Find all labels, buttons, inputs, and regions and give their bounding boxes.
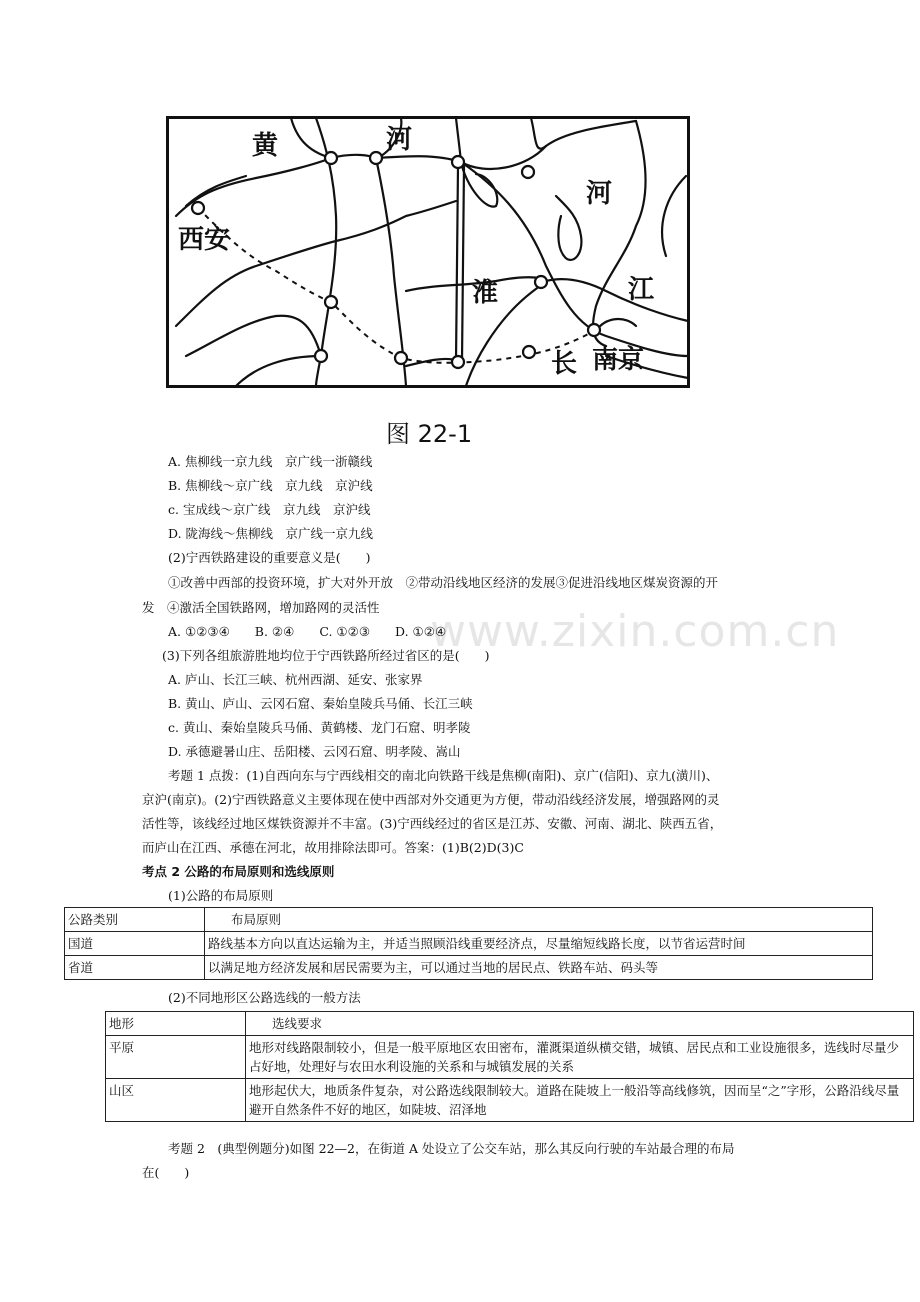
q1-option-b: B. 焦柳线～京广线 京九线 京沪线: [168, 478, 373, 493]
q3-option-a: A. 庐山、长江三峡、杭州西湖、延安、张家界: [168, 672, 423, 687]
table1-header-2: 布局原则: [205, 908, 873, 932]
table1-header-1: 公路类别: [65, 908, 205, 932]
table2-header-1: 地形: [106, 1012, 246, 1036]
analysis-line-4: 而庐山在江西、承德在河北，故用排除法即可。答案：(1)B(2)D(3)C: [142, 840, 524, 855]
sub-heading-1: (1)公路的布局原则: [168, 888, 274, 903]
q3-stem: (3)下列各组旅游胜地均位于宁西铁路所经过省区的是( ): [162, 648, 490, 663]
analysis-line-1: 考题 1 点拨：(1)自西向东与宁西线相交的南北向铁路干线是焦柳(南阳)、京广(信阳)、京九(潢川)、: [168, 768, 719, 783]
table1-cell: 省道: [65, 956, 205, 980]
section-heading: 考点 2 公路的布局原则和选线原则: [142, 864, 335, 879]
table2-cell: 地形起伏大，地质条件复杂，对公路选线限制较大。道路在陡坡上一般沿等高线修筑，因而呈“之”字形，公路沿线尽量避开自然条件不好的地区，如陡坡、沼泽地: [246, 1079, 914, 1122]
q1-option-c: c. 宝成线～京广线 京九线 京沪线: [168, 502, 371, 517]
label-chang: 长: [551, 349, 578, 379]
railway-map: [166, 116, 690, 388]
q1-option-d: D. 陇海线～焦柳线 京广线一京九线: [168, 526, 374, 541]
road-layout-table: [64, 907, 873, 980]
terrain-route-table: [105, 1011, 914, 1122]
table2-cell: 地形对线路限制较小，但是一般平原地区农田密布，灌溉渠道纵横交错，城镇、居民点和工业设施很多，选线时尽量少占好地，处理好与农田水利设施的关系和与城镇发展的关系: [246, 1036, 914, 1079]
table1-cell: 国道: [65, 932, 205, 956]
label-he-1: 河: [386, 125, 413, 155]
next-question-line-2: 在( ): [142, 1165, 190, 1180]
watermark: www.zixin.com.cn: [430, 606, 840, 657]
analysis-line-2: 京沪(南京)。(2)宁西铁路意义主要体现在使中西部对外交通更为方便，带动沿线经济发展，增强路网的灵: [142, 792, 720, 807]
q2-stem: (2)宁西铁路建设的重要意义是( ): [168, 550, 371, 565]
q2-line-2: 发 ④激活全国铁路网，增加路网的灵活性: [142, 600, 380, 615]
next-question-line-1: 考题 2 (典型例题分)如图 22—2，在街道 A 处设立了公交车站，那么其反向行驶的车站最合理的布局: [168, 1141, 735, 1156]
label-jiang: 江: [628, 275, 655, 305]
label-nanjing: 南京: [592, 345, 645, 375]
q3-option-b: B. 黄山、庐山、云冈石窟、秦始皇陵兵马俑、长江三峡: [168, 696, 473, 711]
q1-option-a: A. 焦柳线一京九线 京广线一浙赣线: [168, 454, 373, 469]
table1-cell: 以满足地方经济发展和居民需要为主，可以通过当地的居民点、铁路车站、码头等: [205, 956, 873, 980]
table2-cell: 山区: [106, 1079, 246, 1122]
figure-caption: 图 22-1: [386, 420, 473, 448]
table1-cell: 路线基本方向以直达运输为主，并适当照顾沿线重要经济点，尽量缩短线路长度，以节省运营时间: [205, 932, 873, 956]
q2-line-1: ①改善中西部的投资环境，扩大对外开放 ②带动沿线地区经济的发展③促进沿线地区煤炭资源的开: [168, 575, 719, 590]
sub-heading-2: (2)不同地形区公路选线的一般方法: [168, 990, 361, 1005]
q3-option-c: c. 黄山、秦始皇陵兵马俑、黄鹤楼、龙门石窟、明孝陵: [168, 720, 471, 735]
table2-header-2: 选线要求: [246, 1012, 914, 1036]
q3-option-d: D. 承德避暑山庄、岳阳楼、云冈石窟、明孝陵、嵩山: [168, 744, 461, 759]
label-huang: 黄: [252, 131, 279, 161]
label-he-2: 河: [586, 179, 613, 209]
analysis-line-3: 活性等，该线经过地区煤铁资源并不丰富。(3)宁西线经过的省区是江苏、安徽、河南、湖北、陕西五省，: [142, 816, 723, 831]
label-xian: 西安: [178, 225, 231, 255]
label-huai: 淮: [472, 278, 499, 308]
table2-cell: 平原: [106, 1036, 246, 1079]
q2-options: A. ①②③④ B. ②④ C. ①②③ D. ①②④: [168, 624, 447, 639]
